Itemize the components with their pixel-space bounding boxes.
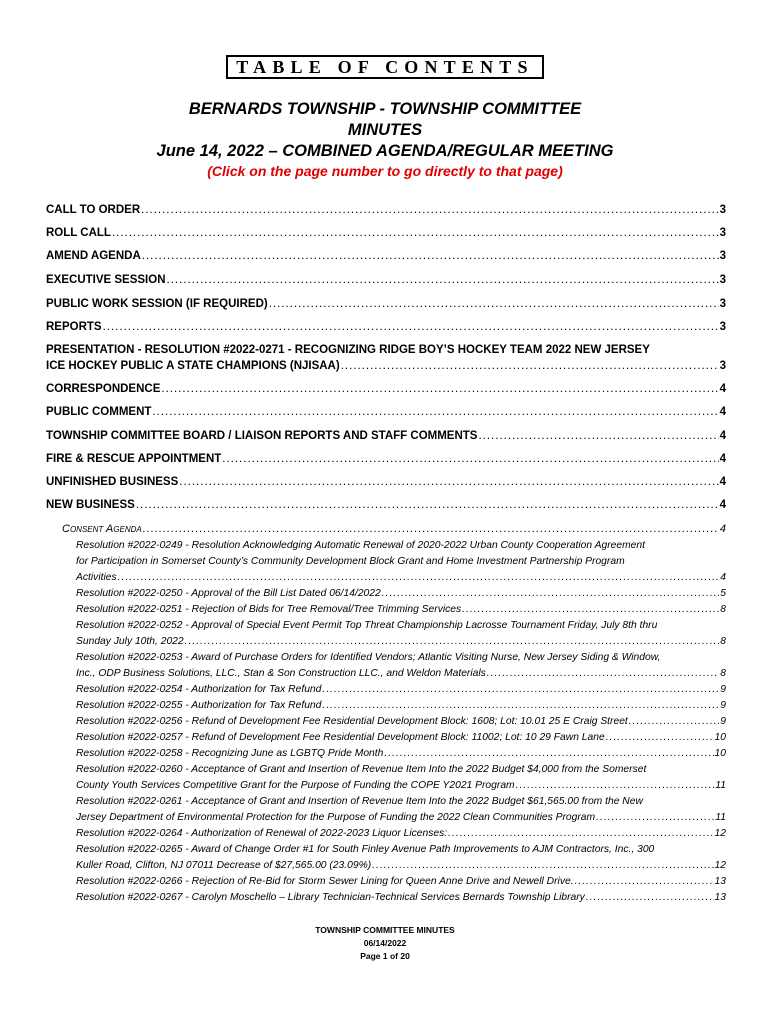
- toc-page-link[interactable]: 8: [720, 636, 726, 647]
- toc-page-link[interactable]: 4: [719, 383, 726, 395]
- resolution-title-line: Resolution #2022-0267 - Carolyn Moschello – Library Technician-Technical Services Bernards Township Library: [76, 892, 585, 903]
- toc-entry-title: FIRE & RESCUE APPOINTMENT: [46, 453, 222, 465]
- toc-entry-title: NEW BUSINESS: [46, 499, 135, 511]
- toc-leader-dots: [372, 858, 713, 874]
- toc-entry-title: Consent Agenda: [62, 523, 142, 535]
- toc-leader-dots: [167, 272, 719, 288]
- resolution-title-line: Resolution #2022-0253 - Award of Purchase Orders for Identified Vendors; Atlantic Visiting Nurse, New Jersey Siding & Window,: [76, 652, 661, 663]
- toc-page-link[interactable]: 13: [714, 892, 726, 903]
- toc-entry-title: ROLL CALL: [46, 227, 111, 239]
- resolution-title-line: Resolution #2022-0258 - Recognizing June as LGBTQ Pride Month: [76, 748, 384, 759]
- resolution-title-line: Resolution #2022-0256 - Refund of Development Fee Residential Development Block: 1608; Lot: 10.01 25 E Craig Street: [76, 716, 628, 727]
- toc-entry-presentation[interactable]: [46, 342, 726, 374]
- toc-entry-liaison-reports[interactable]: [46, 428, 726, 444]
- resolution-title-line: County Youth Services Competitive Grant for the Purpose of Funding the COPE Y2021 Program: [76, 780, 515, 791]
- header-instruction: (Click on the page number to go directly to that page): [207, 163, 563, 179]
- toc-page-link[interactable]: 4: [719, 453, 726, 465]
- toc-page-link[interactable]: 10: [714, 748, 726, 759]
- toc-page-link[interactable]: 11: [715, 812, 726, 823]
- resolution-title-line: Resolution #2022-0255 - Authorization for Tax Refund: [76, 700, 322, 711]
- toc-leader-dots: [596, 810, 714, 826]
- toc-leader-dots: [322, 682, 719, 698]
- resolution-title-line: Resolution #2022-0250 - Approval of the Bill List Dated 06/14/2022: [76, 588, 381, 599]
- toc-title: TABLE OF CONTENTS: [226, 55, 544, 79]
- toc-leader-dots: [629, 714, 719, 730]
- toc-page-link[interactable]: 3: [719, 321, 726, 333]
- resolution-entry[interactable]: [76, 618, 726, 650]
- toc-page-link[interactable]: 9: [720, 700, 726, 711]
- toc-page-link[interactable]: 9: [720, 684, 726, 695]
- toc-leader-dots: [384, 746, 713, 762]
- resolution-entry[interactable]: [76, 794, 726, 826]
- toc-entry-title: TOWNSHIP COMMITTEE BOARD / LIAISON REPORTS AND STAFF COMMENTS: [46, 430, 478, 442]
- toc-entry-consent-agenda[interactable]: [62, 521, 726, 537]
- toc-page-link[interactable]: 10: [714, 732, 726, 743]
- toc-leader-dots: [606, 730, 714, 746]
- toc-entry-title: REPORTS: [46, 321, 102, 333]
- toc-leader-dots: [118, 570, 720, 586]
- toc-leader-dots: [112, 225, 719, 241]
- resolution-title-line: Resolution #2022-0266 - Rejection of Re-Bid for Storm Sewer Lining for Queen Anne Drive and Newell Drive.: [76, 876, 574, 887]
- toc-leader-dots: [382, 586, 720, 602]
- toc-page-link[interactable]: 3: [719, 250, 726, 262]
- resolution-entry[interactable]: [76, 698, 726, 714]
- toc-page-link[interactable]: 4: [719, 476, 726, 488]
- header-organization: BERNARDS TOWNSHIP - TOWNSHIP COMMITTEE: [188, 100, 582, 118]
- toc-entry-title-line: ICE HOCKEY PUBLIC A STATE CHAMPIONS (NJISAA): [46, 360, 340, 372]
- toc-leader-dots: [322, 698, 719, 714]
- toc-leader-dots: [448, 826, 713, 842]
- toc-entry-public-comment[interactable]: [46, 404, 726, 420]
- resolution-entry[interactable]: [76, 826, 726, 842]
- toc-leader-dots: [516, 778, 715, 794]
- resolution-title-line: Resolution #2022-0254 - Authorization for Tax Refund: [76, 684, 322, 695]
- toc-entry-title: UNFINISHED BUSINESS: [46, 476, 179, 488]
- toc-entry-title: PUBLIC COMMENT: [46, 406, 152, 418]
- toc-entry-amend-agenda[interactable]: [46, 248, 726, 264]
- toc-page-link[interactable]: 13: [714, 876, 726, 887]
- toc-leader-dots: [487, 666, 719, 682]
- toc-page-link[interactable]: 12: [714, 860, 726, 871]
- toc-page-link[interactable]: 3: [719, 274, 726, 286]
- toc-leader-dots: [269, 296, 719, 312]
- toc-leader-dots: [222, 451, 718, 467]
- resolution-entry[interactable]: [76, 890, 726, 906]
- resolution-title-line: Activities: [76, 572, 117, 583]
- toc-leader-dots: [152, 404, 718, 420]
- footer-page-number: Page 1 of 20: [360, 951, 410, 961]
- toc-page-link[interactable]: 9: [720, 716, 726, 727]
- toc-leader-dots: [478, 428, 718, 444]
- toc-entry-public-work-session[interactable]: [46, 296, 726, 312]
- resolution-entry[interactable]: [76, 746, 726, 762]
- resolution-title-line: Resolution #2022-0252 - Approval of Special Event Permit Top Threat Championship Lacrosse Tournament Friday, July 8th thru: [76, 620, 658, 631]
- toc-page-link[interactable]: 4: [719, 499, 726, 511]
- toc-page-link[interactable]: 12: [714, 828, 726, 839]
- toc-leader-dots: [179, 474, 718, 490]
- resolution-title-line: Resolution #2022-0251 - Rejection of Bids for Tree Removal/Tree Trimming Services: [76, 604, 462, 615]
- resolution-title-line: Resolution #2022-0257 - Refund of Development Fee Residential Development Block: 11002; Lot: 10 29 Fawn Lane: [76, 732, 605, 743]
- toc-entry-new-business[interactable]: [46, 497, 726, 513]
- resolution-entry[interactable]: [76, 602, 726, 618]
- header-document-type: MINUTES: [347, 121, 423, 139]
- resolution-title-line: Resolution #2022-0261 - Acceptance of Grant and Insertion of Revenue Item Into the 2022 Budget $61,565.00 from the New: [76, 796, 643, 807]
- footer-title: TOWNSHIP COMMITTEE MINUTES: [315, 925, 455, 935]
- toc-leader-dots: [586, 890, 714, 906]
- resolution-entry[interactable]: [76, 762, 726, 794]
- resolution-title-line: Resolution #2022-0265 - Award of Change Order #1 for South Finley Avenue Path Improvements to AJM Contractors, Inc., 300: [76, 844, 655, 855]
- toc-entry-roll-call[interactable]: [46, 225, 726, 241]
- resolution-title-line: Kuller Road, Clifton, NJ 07011 Decrease of $27,565.00 (23.09%): [76, 860, 372, 871]
- resolution-entry[interactable]: [76, 538, 726, 586]
- toc-entry-reports[interactable]: [46, 319, 726, 335]
- resolution-title-line: Resolution #2022-0264 - Authorization of Renewal of 2022-2023 Liquor Licenses:: [76, 828, 448, 839]
- toc-page-link[interactable]: 3: [719, 204, 726, 216]
- resolution-entry[interactable]: [76, 730, 726, 746]
- toc-page-link[interactable]: 8: [720, 668, 726, 679]
- toc-leader-dots: [103, 319, 719, 335]
- resolution-title-line: Resolution #2022-0249 - Resolution Acknowledging Automatic Renewal of 2020-2022 Urban County Cooperation Agreement: [76, 540, 645, 551]
- toc-leader-dots: [142, 248, 719, 264]
- toc-page-link[interactable]: 4: [719, 430, 726, 442]
- toc-entry-title: CALL TO ORDER: [46, 204, 141, 216]
- resolution-entry[interactable]: [76, 682, 726, 698]
- toc-entry-title: PUBLIC WORK SESSION (IF REQUIRED): [46, 298, 268, 310]
- resolution-entry[interactable]: [76, 874, 726, 890]
- toc-leader-dots: [141, 202, 718, 218]
- toc-page-link[interactable]: 3: [719, 227, 726, 239]
- toc-page-link[interactable]: 8: [720, 604, 726, 615]
- toc-page-link[interactable]: 3: [719, 360, 726, 372]
- toc-entry-executive-session[interactable]: [46, 272, 726, 288]
- toc-leader-dots: [462, 602, 719, 618]
- resolution-title-line: Inc., ODP Business Solutions, LLC., Stan & Son Construction LLC., and Weldon Materials: [76, 668, 486, 679]
- toc-page-link[interactable]: 3: [719, 298, 726, 310]
- resolution-title-line: Sunday July 10th, 2022: [76, 636, 184, 647]
- resolution-entry[interactable]: [76, 586, 726, 602]
- toc-entry-call-to-order[interactable]: [46, 202, 726, 218]
- toc-page-link[interactable]: 5: [720, 588, 726, 599]
- toc-entry-title-line: PRESENTATION - RESOLUTION #2022-0271 - RECOGNIZING RIDGE BOY’S HOCKEY TEAM 2022 NEW JERSEY: [46, 344, 650, 356]
- toc-entry-correspondence[interactable]: [46, 381, 726, 397]
- toc-leader-dots: [161, 381, 718, 397]
- resolution-title-line: Resolution #2022-0260 - Acceptance of Grant and Insertion of Revenue Item Into the 2022 Budget $4,000 from the Somerset: [76, 764, 647, 775]
- resolution-title-line: Jersey Department of Environmental Protection for the Purpose of Funding the 2022 Clean Communities Program: [76, 812, 596, 823]
- resolution-entry[interactable]: [76, 714, 726, 730]
- resolution-title-line: for Participation in Somerset County’s Community Development Block Grant and Home Investment Partnership Program: [76, 556, 625, 567]
- toc-entry-title: EXECUTIVE SESSION: [46, 274, 166, 286]
- resolution-entry[interactable]: [76, 842, 726, 874]
- toc-page-link[interactable]: 4: [719, 523, 726, 535]
- toc-entry-unfinished-business[interactable]: [46, 474, 726, 490]
- toc-leader-dots: [143, 521, 719, 537]
- footer-date: 06/14/2022: [363, 938, 407, 948]
- toc-entry-title: AMEND AGENDA: [46, 250, 141, 262]
- toc-page-link[interactable]: 11: [715, 780, 726, 791]
- toc-entry-fire-rescue[interactable]: [46, 451, 726, 467]
- resolution-entry[interactable]: [76, 650, 726, 682]
- toc-page-link[interactable]: 4: [720, 572, 726, 583]
- toc-leader-dots: [575, 874, 714, 890]
- toc-leader-dots: [185, 634, 720, 650]
- header-meeting-date: June 14, 2022 – COMBINED AGENDA/REGULAR MEETING: [156, 142, 614, 160]
- toc-leader-dots: [341, 358, 719, 374]
- toc-entry-title: CORRESPONDENCE: [46, 383, 161, 395]
- toc-page-link[interactable]: 4: [719, 406, 726, 418]
- toc-leader-dots: [136, 497, 719, 513]
